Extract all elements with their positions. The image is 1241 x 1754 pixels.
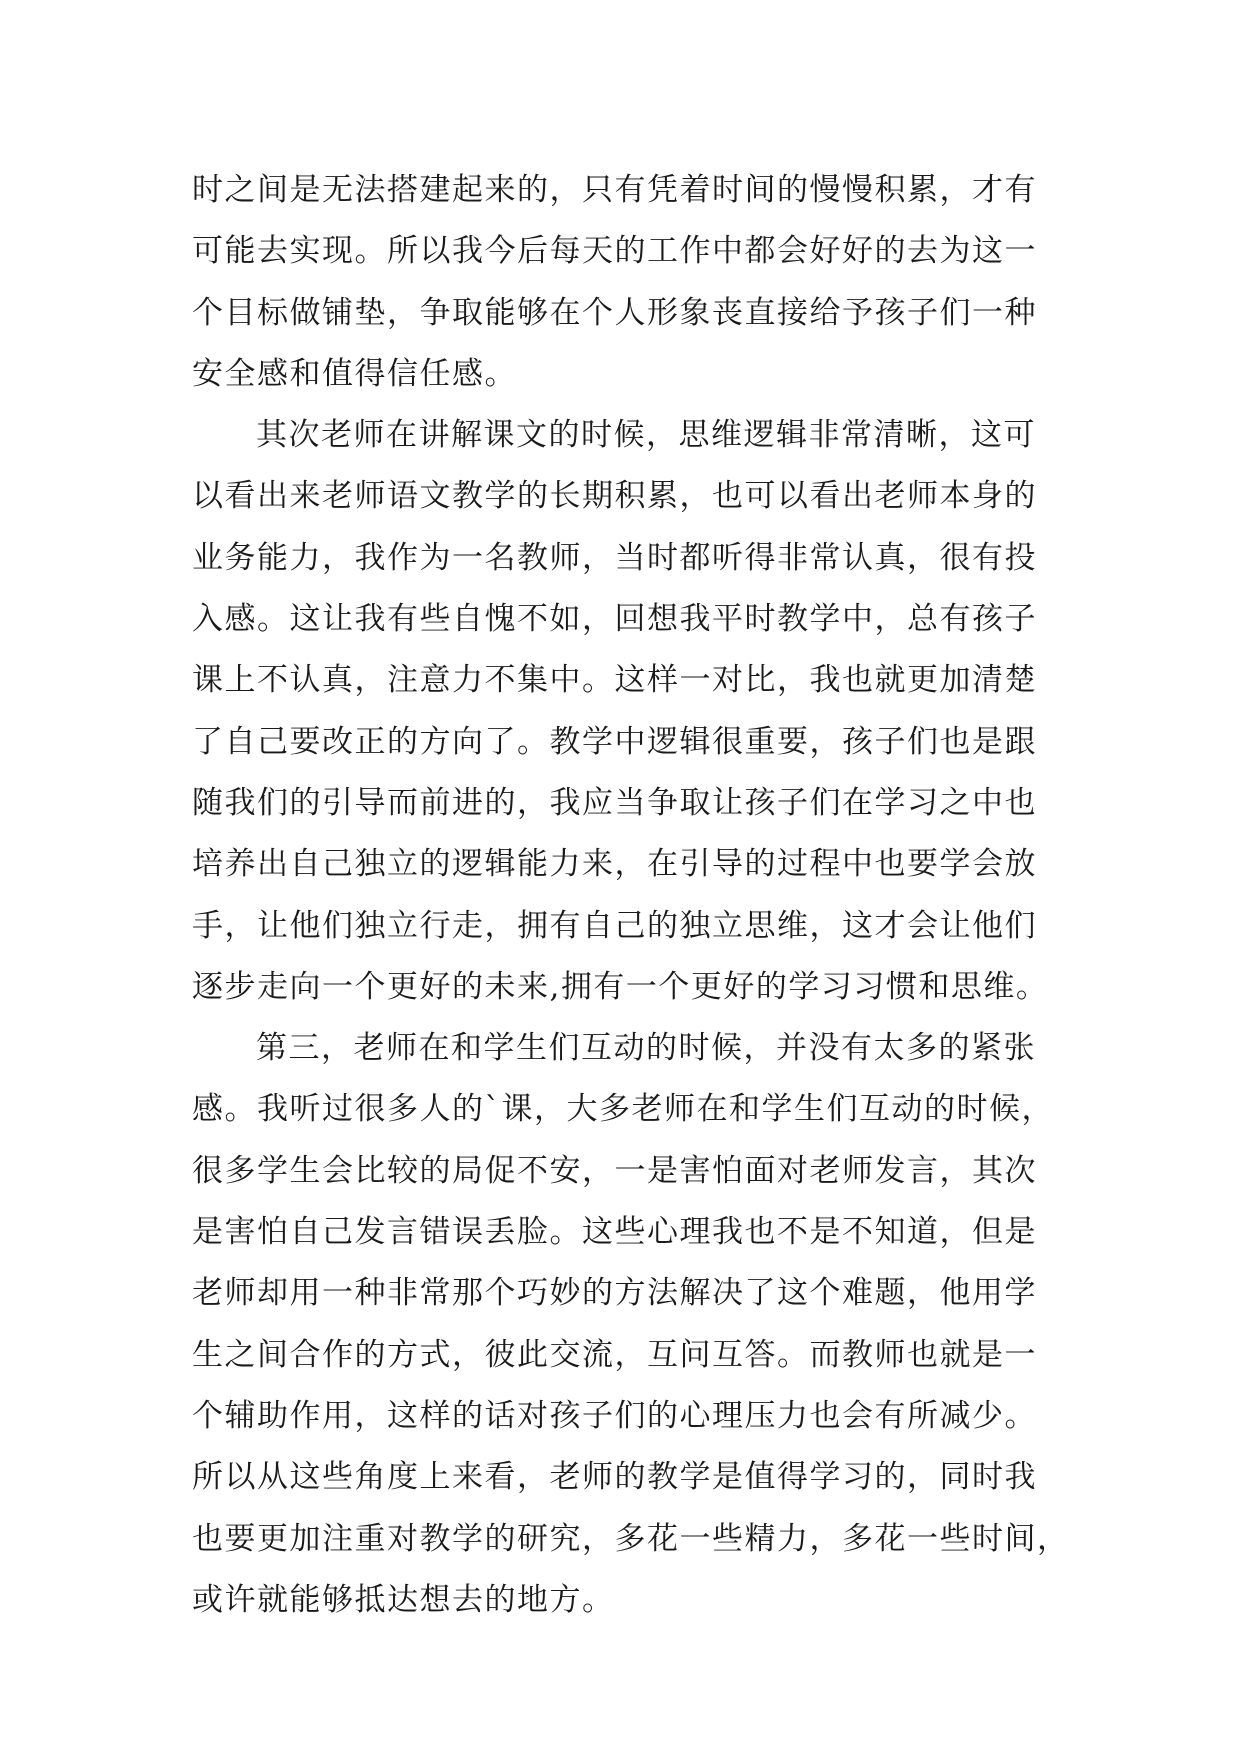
text-line: 可能去实现。所以我今后每天的工作中都会好好的去为这一 bbox=[192, 233, 1037, 270]
text-line: 入感。这让我有些自愧不如，回想我平时教学中，总有孩子 bbox=[192, 601, 1037, 638]
text-line: 老师却用一种非常那个巧妙的方法解决了这个难题，他用学 bbox=[192, 1275, 1037, 1312]
text-line: 也要更加注重对教学的研究，多花一些精力，多花一些时间， bbox=[192, 1520, 1070, 1557]
text-line: 课上不认真，注意力不集中。这样一对比，我也就更加清楚 bbox=[192, 662, 1037, 699]
text-line: 所以从这些角度上来看，老师的教学是值得学习的，同时我 bbox=[192, 1459, 1037, 1496]
text-line: 时之间是无法搭建起来的，只有凭着时间的慢慢积累，才有 bbox=[192, 172, 1037, 208]
paragraph-start-line: 第三，老师在和学生们互动的时候，并没有太多的紧张 bbox=[256, 1030, 1036, 1067]
text-line: 或许就能够抵达想去的地方。 bbox=[192, 1581, 615, 1618]
text-line: 感。我听过很多人的`课，大多老师在和学生们互动的时候， bbox=[192, 1091, 1054, 1128]
text-line: 培养出自己独立的逻辑能力来，在引导的过程中也要学会放 bbox=[192, 846, 1037, 883]
text-line: 手，让他们独立行走，拥有自己的独立思维，这才会让他们 bbox=[192, 907, 1037, 944]
text-line: 个辅助作用，这样的话对孩子们的心理压力也会有所减少。 bbox=[192, 1397, 1037, 1434]
paragraph-start-line: 其次老师在讲解课文的时候，思维逻辑非常清晰，这可 bbox=[256, 417, 1036, 454]
text-line: 以看出来老师语文教学的长期积累，也可以看出老师本身的 bbox=[192, 478, 1037, 515]
text-line: 随我们的引导而前进的，我应当争取让孩子们在学习之中也 bbox=[192, 784, 1037, 821]
text-line: 安全感和值得信任感。 bbox=[192, 355, 517, 392]
text-line: 个目标做铺垫，争取能够在个人形象丧直接给予孩子们一种 bbox=[192, 294, 1037, 331]
text-line: 是害怕自己发言错误丢脸。这些心理我也不是不知道，但是 bbox=[192, 1214, 1037, 1251]
text-line: 逐步走向一个更好的未来,拥有一个更好的学习习惯和思维。 bbox=[192, 968, 1049, 1005]
body-text bbox=[192, 160, 1070, 1631]
text-line: 业务能力，我作为一名教师，当时都听得非常认真，很有投 bbox=[192, 539, 1037, 576]
text-line: 了自己要改正的方向了。教学中逻辑很重要，孩子们也是跟 bbox=[192, 723, 1037, 760]
text-line: 生之间合作的方式，彼此交流，互问互答。而教师也就是一 bbox=[192, 1336, 1037, 1373]
text-line: 很多学生会比较的局促不安，一是害怕面对老师发言，其次 bbox=[192, 1152, 1037, 1189]
